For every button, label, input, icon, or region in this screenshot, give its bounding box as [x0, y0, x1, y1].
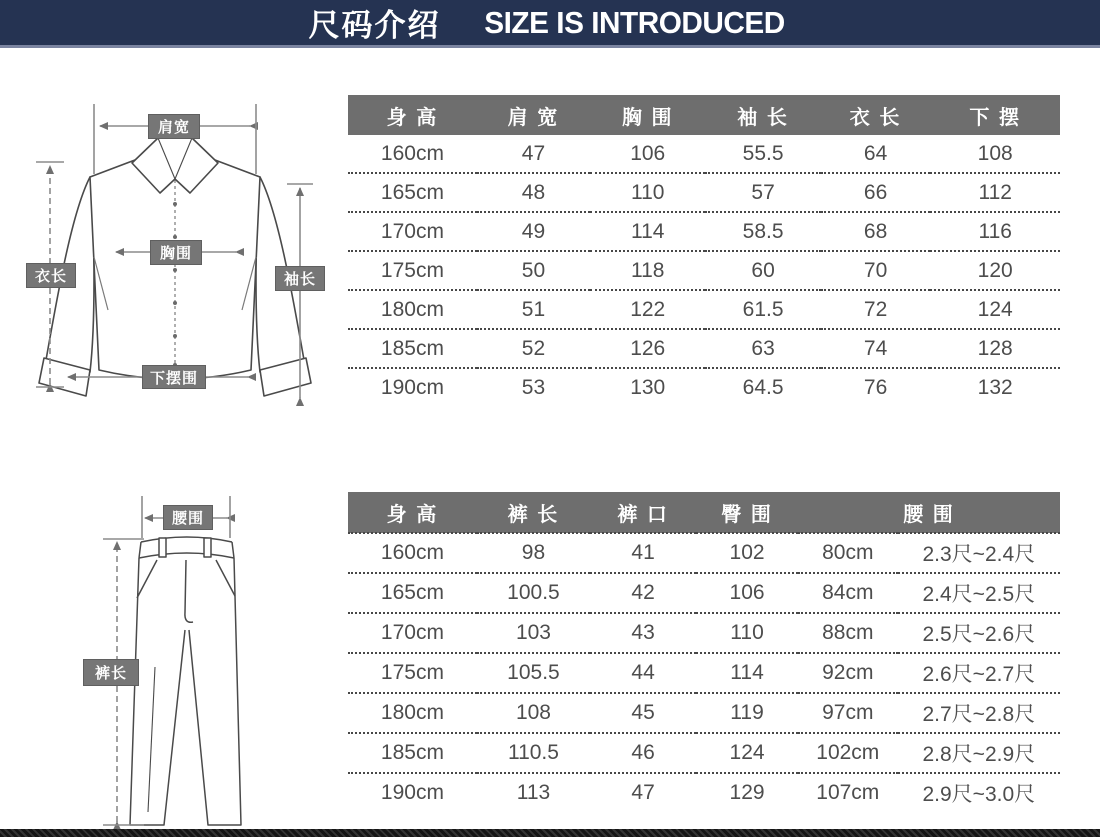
table-cell: 76 [863, 375, 888, 399]
table-row [348, 693, 1060, 733]
table-cell: 2.8尺~2.9尺 [898, 733, 1060, 773]
pants-length-label: 裤长 [83, 659, 139, 686]
table-cell: 2.5尺~2.6尺 [898, 613, 1060, 653]
hem-label: 下摆围 [142, 365, 206, 389]
table-cell: 160cm [348, 533, 477, 573]
table-row [348, 173, 1060, 212]
table-cell: 185cm [348, 329, 477, 368]
sleeve-length-label: 袖长 [275, 266, 325, 291]
table-cell: 2.6尺~2.7尺 [898, 653, 1060, 693]
table-row [348, 212, 1060, 251]
table-cell: 180cm [348, 290, 477, 329]
table-cell: 44 [590, 653, 696, 693]
table-row [348, 773, 1060, 812]
table-cell: 160cm [348, 135, 477, 173]
table-row [348, 251, 1060, 290]
table-cell: 52 [477, 329, 590, 368]
table-cell: 53 [521, 375, 546, 399]
pants-diagram [60, 482, 360, 837]
table-cell: 190cm [380, 375, 444, 399]
table-cell: 165cm [348, 573, 477, 613]
table-cell: 114 [590, 212, 705, 251]
table-cell: 114 [696, 653, 798, 693]
table-cell: 124 [930, 290, 1060, 329]
table-cell: 41 [590, 533, 696, 573]
table-cell: 74 [821, 329, 931, 368]
table-cell: 2.9尺~3.0尺 [922, 783, 1036, 806]
table-cell: 2.3尺~2.4尺 [898, 533, 1060, 573]
table-cell: 106 [590, 135, 705, 173]
table-cell: 130 [630, 375, 666, 399]
table-cell: 100.5 [477, 573, 590, 613]
table-cell: 50 [477, 251, 590, 290]
table-row [348, 733, 1060, 773]
table-cell: 165cm [348, 173, 477, 212]
table-cell: 132 [977, 375, 1013, 399]
shirt-size-table [348, 95, 1060, 406]
table-cell: 92cm [798, 653, 898, 693]
shoulder-width-label: 肩宽 [148, 114, 200, 139]
table-cell: 175cm [348, 653, 477, 693]
column-header: 衣 长 [821, 95, 931, 135]
column-header: 袖 长 [705, 95, 820, 135]
table-cell: 118 [590, 251, 705, 290]
table-cell: 46 [590, 733, 696, 773]
table-cell: 116 [930, 212, 1060, 251]
table-cell: 2.7尺~2.8尺 [898, 693, 1060, 733]
waist-label: 腰围 [163, 505, 213, 530]
chest-label: 胸围 [150, 240, 202, 265]
table-cell: 129 [729, 781, 765, 804]
column-header: 臀 围 [696, 492, 798, 533]
table-cell: 185cm [348, 733, 477, 773]
column-header: 胸 围 [590, 95, 705, 135]
table-row [348, 573, 1060, 613]
table-cell: 108 [930, 135, 1060, 173]
pants-size-table [348, 492, 1060, 812]
column-header: 裤 口 [590, 492, 696, 533]
table-row [348, 329, 1060, 368]
table-cell: 45 [590, 693, 696, 733]
banner-title-chinese: 尺码介绍 [308, 8, 441, 43]
table-cell: 97cm [798, 693, 898, 733]
table-row [348, 135, 1060, 173]
table-cell: 88cm [798, 613, 898, 653]
table-cell: 63 [705, 329, 820, 368]
table-cell: 42 [590, 573, 696, 613]
table-cell: 61.5 [705, 290, 820, 329]
table-cell: 47 [477, 135, 590, 173]
table-cell: 102cm [798, 733, 898, 773]
table-cell: 80cm [798, 533, 898, 573]
table-row [348, 533, 1060, 573]
table-cell: 103 [477, 613, 590, 653]
table-cell: 64 [821, 135, 931, 173]
table-cell: 106 [696, 573, 798, 613]
table-cell: 108 [477, 693, 590, 733]
column-header: 身 高 [348, 492, 477, 533]
table-cell: 55.5 [705, 135, 820, 173]
table-cell: 102 [696, 533, 798, 573]
table-cell: 107cm [816, 781, 880, 804]
table-cell: 64.5 [742, 375, 784, 399]
column-header: 裤 长 [477, 492, 590, 533]
table-cell: 110 [696, 613, 798, 653]
table-cell: 120 [930, 251, 1060, 290]
banner-title-english: SIZE IS INTRODUCED [484, 4, 786, 40]
table-cell: 51 [477, 290, 590, 329]
garment-length-label: 衣长 [26, 263, 76, 288]
table-cell: 110 [590, 173, 705, 212]
table-cell: 72 [821, 290, 931, 329]
table-cell: 113 [516, 781, 551, 804]
table-cell: 170cm [348, 212, 477, 251]
table-cell: 47 [631, 781, 655, 804]
table-cell: 122 [590, 290, 705, 329]
column-header: 肩 宽 [477, 95, 590, 135]
table-cell: 66 [821, 173, 931, 212]
table-cell: 112 [930, 173, 1060, 212]
column-header: 腰 围 [798, 492, 1060, 533]
table-cell: 58.5 [705, 212, 820, 251]
table-cell: 126 [590, 329, 705, 368]
table-cell: 60 [705, 251, 820, 290]
table-cell: 180cm [348, 693, 477, 733]
column-header: 身 高 [348, 95, 477, 135]
bottom-divider [0, 829, 1100, 837]
table-row [348, 613, 1060, 653]
table-cell: 48 [477, 173, 590, 212]
table-cell: 57 [705, 173, 820, 212]
column-header: 下 摆 [930, 95, 1060, 135]
table-cell: 124 [696, 733, 798, 773]
table-cell: 110.5 [477, 733, 590, 773]
table-row [348, 653, 1060, 693]
table-row [348, 368, 1060, 406]
table-cell: 190cm [380, 781, 444, 804]
title-banner [0, 0, 1100, 48]
table-cell: 68 [821, 212, 931, 251]
table-cell: 43 [590, 613, 696, 653]
table-row [348, 290, 1060, 329]
table-cell: 49 [477, 212, 590, 251]
table-cell: 2.4尺~2.5尺 [898, 573, 1060, 613]
table-cell: 128 [930, 329, 1060, 368]
table-cell: 98 [477, 533, 590, 573]
table-cell: 119 [696, 693, 798, 733]
table-cell: 70 [821, 251, 931, 290]
shirt-diagram [8, 62, 348, 417]
table-cell: 170cm [348, 613, 477, 653]
table-cell: 84cm [798, 573, 898, 613]
table-cell: 175cm [348, 251, 477, 290]
table-cell: 105.5 [477, 653, 590, 693]
